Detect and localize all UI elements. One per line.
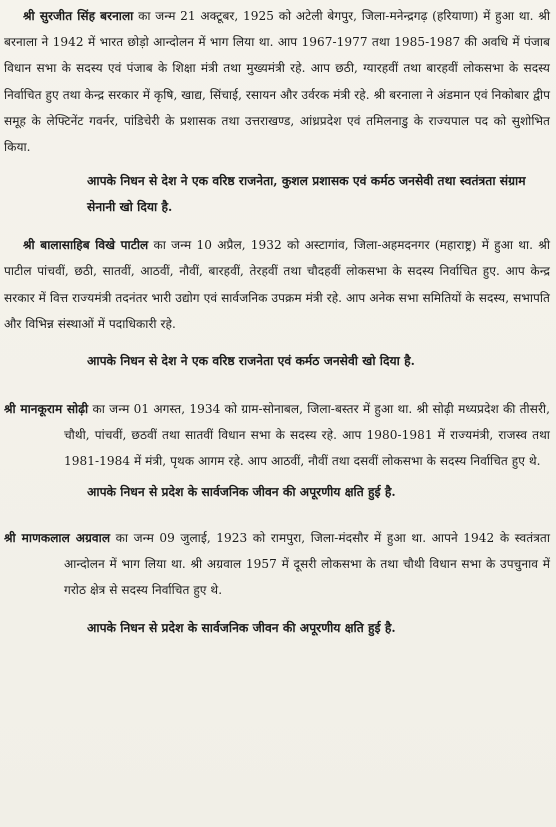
obituary-entry	[4, 3, 550, 220]
biography-paragraph	[4, 396, 550, 475]
biography-paragraph	[4, 3, 550, 160]
person-name: श्री बालासाहिब विखे पाटील	[23, 238, 149, 253]
biography-text: का जन्म 09 जुलाई, 1923 को रामपुरा, जिला-मंदसौर में हुआ था. आपने 1942 के स्वतंत्रता आन्दोलन में भाग लिया था. श्री अग्रवाल 1957 में दूसरी लोकसभा के तथा चौथी विधान सभा के उपचुनाव में गरोठ क्षेत्र से सदस्य निर्वाचित हुए थे.	[64, 530, 551, 598]
biography-text: का जन्म 10 अप्रैल, 1932 को अस्टागांव, जिला-अहमदनगर (महाराष्ट्र) में हुआ था. श्री पाटील पांचवीं, छठी, सातवीं, आठवीं, नौवीं, बारहवीं, तेरहवीं तथा चौदहवीं लोकसभा के सदस्य निर्वाचित हुए. आप केन्द्र सरकार में वित्त राज्यमंत्री तदनंतर भारी उद्योग एवं सार्वजनिक उपक्रम मंत्री रहे. आप अनेक सभा समितियों के सदस्य, सभापति और विभिन्न संस्थाओं में पदाधिकारी रहे.	[4, 238, 551, 331]
biography-text: का जन्म 21 अक्टूबर, 1925 को अटेली बेगपुर, जिला-मनेन्द्रगढ़ (हरियाणा) में हुआ था. श्री बरनाला ने 1942 में भारत छोड़ो आन्दोलन में भाग लिया था. आप 1967-1977 तथा 1985-1987 की अवधि में पंजाब विधान सभा के सदस्य एवं पंजाब के शिक्षा मंत्री तथा मुख्यमंत्री रहे. आप छठी, ग्यारहवीं तथा बारहवीं लोकसभा के सदस्य निर्वाचित हुए तथा केन्द्र सरकार में कृषि, खाद्य, सिंचाई, रसायन और उर्वरक मंत्री रहे. श्री बरनाला ने अंडमान एवं निकोबार द्वीप समूह के लेफ्टिनेंट गवर्नर, पांडिचेरी के प्रशासक तथा उत्तराखण्ड, आंध्रप्रदेश एवं तमिलनाडु के राज्यपाल पद को सुशोभित किया.	[4, 9, 550, 155]
condolence-statement: आपके निधन से देश ने एक वरिष्ठ राजनेता, कुशल प्रशासक एवं कर्मठ जनसेवी तथा स्वतंत्रता संग्राम सेनानी खो दिया है.	[87, 173, 526, 215]
biography-text: का जन्म 01 अगस्त, 1934 को ग्राम-सोनाबल, जिला-बस्तर में हुआ था. श्री सोढ़ी मध्यप्रदेश की तीसरी, चौथी, पांचवीं, छठवीं तथा सातवीं विधान सभा के सदस्य रहे. आप 1980-1981 में राज्यमंत्री, राजस्व तथा 1981-1984 में मंत्री, पृथक आगम रहे. आप आठवीं, नौवीं तथा दसवीं लोकसभा के सदस्य निर्वाचित हुए थे.	[64, 402, 550, 469]
biography-paragraph	[4, 525, 550, 604]
obituary-entry	[4, 232, 550, 374]
biography-paragraph	[4, 232, 550, 337]
person-name: श्री मानकूराम सोढ़ी	[4, 402, 89, 417]
obituary-entry	[4, 525, 550, 642]
condolence-statement: आपके निधन से प्रदेश के सार्वजनिक जीवन की अपूरणीय क्षति हुई है.	[87, 483, 396, 499]
obituary-entry	[4, 396, 550, 505]
person-name: श्री सुरजीत सिंह बरनाला	[23, 9, 134, 23]
condolence-statement: आपके निधन से प्रदेश के सार्वजनिक जीवन की अपूरणीय क्षति हुई है.	[87, 620, 396, 636]
person-name: श्री माणकलाल अग्रवाल	[4, 530, 111, 545]
condolence-statement: आपके निधन से देश ने एक वरिष्ठ राजनेता एवं कर्मठ जनसेवी खो दिया है.	[87, 353, 415, 369]
